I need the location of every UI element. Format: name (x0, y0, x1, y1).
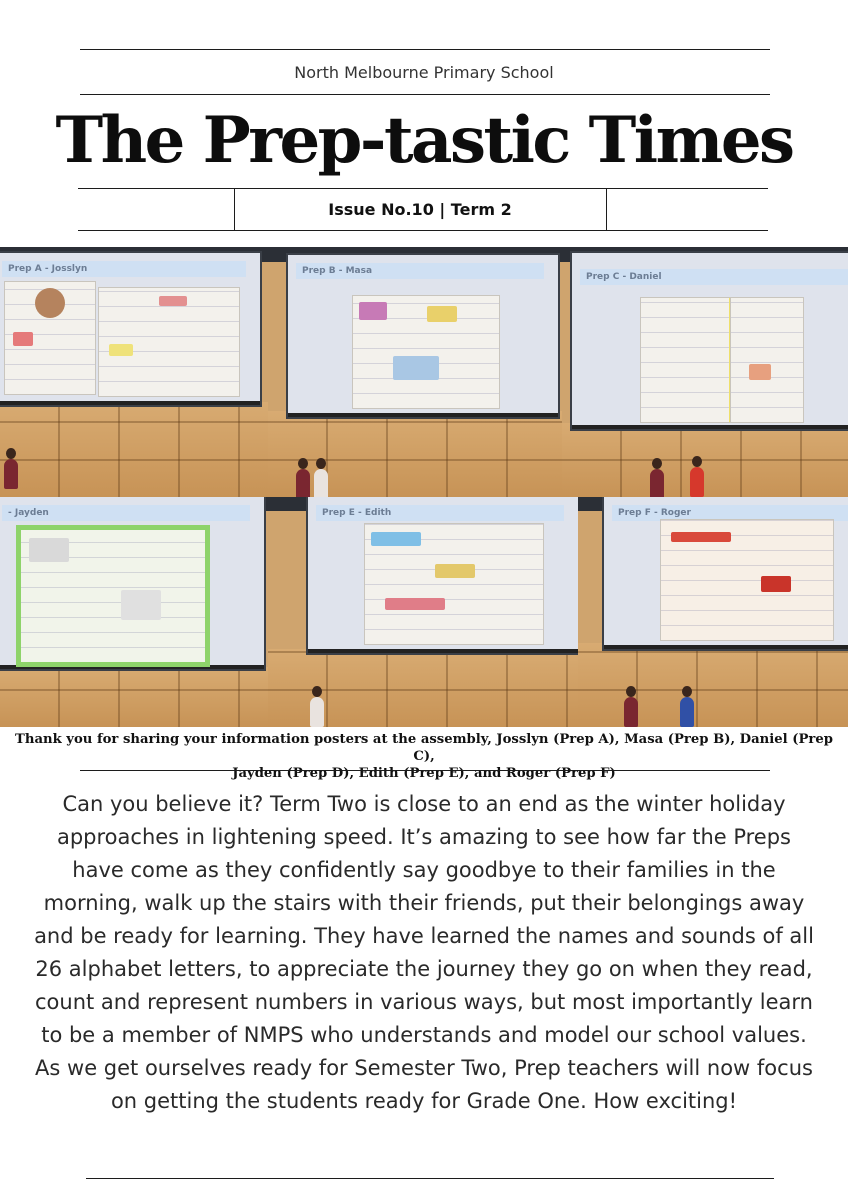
poster-drawing (359, 302, 387, 320)
poster-drawing (385, 598, 445, 610)
photo-panel-prep-b (268, 247, 562, 497)
poster (352, 295, 500, 409)
student (680, 697, 694, 727)
poster (660, 519, 834, 641)
photo-panel-prep-f (578, 497, 848, 727)
issue-divider-right (606, 188, 607, 230)
caption-rule (80, 770, 770, 771)
caption-line-1: Thank you for sharing your information posters at the assembly, Josslyn (Prep A), Masa (Prep B), Daniel (Prep C), (15, 732, 833, 764)
poster-drawing (109, 344, 133, 356)
screen-label: Prep C - Daniel (580, 269, 848, 285)
title-rule (78, 188, 768, 189)
student (690, 467, 704, 497)
projector-screen (0, 253, 260, 405)
student (310, 697, 324, 727)
screen-label: Prep B - Masa (296, 263, 544, 279)
assembly-photo-collage (0, 247, 848, 727)
teacher (650, 469, 664, 497)
photo-panel-prep-c (562, 247, 848, 497)
student (4, 459, 18, 489)
wood-wall (562, 423, 848, 497)
poster (730, 297, 804, 423)
wood-wall (268, 411, 562, 497)
poster (16, 525, 210, 667)
caption-line-2: Jayden (Prep D), Edith (Prep E), and Roger (Prep F) (232, 766, 616, 781)
screen-label: Prep E - Edith (316, 505, 564, 521)
photo-caption (10, 731, 838, 782)
photo-panel-prep-d (0, 497, 268, 727)
poster-drawing (393, 356, 439, 380)
issue-rule (78, 230, 768, 231)
photo-panel-prep-a (0, 247, 268, 497)
wood-wall (0, 667, 268, 727)
poster-drawing (371, 532, 421, 546)
school-rule (80, 94, 770, 95)
poster-drawing (29, 538, 69, 562)
photo-panel-prep-e (268, 497, 578, 727)
projector-screen (288, 255, 558, 417)
poster-drawing (13, 332, 33, 346)
poster-drawing (749, 364, 771, 380)
poster-drawing (121, 590, 161, 620)
wood-wall (578, 643, 848, 727)
poster-drawing (35, 288, 65, 318)
projector-screen (308, 497, 578, 653)
poster (4, 281, 96, 395)
student (314, 469, 328, 497)
poster-drawing (761, 576, 791, 592)
school-name: North Melbourne Primary School (294, 63, 554, 82)
newsletter-title: The Prep-tastic Times (55, 103, 793, 178)
poster-drawing (427, 306, 457, 322)
poster (640, 297, 733, 423)
teacher (296, 469, 310, 497)
issue-label: Issue No.10 | Term 2 (328, 200, 512, 219)
top-rule (80, 49, 770, 50)
teacher (624, 697, 638, 727)
projector-screen (604, 497, 848, 649)
poster-drawing (435, 564, 475, 578)
projector-screen (0, 497, 264, 669)
screen-label: Prep F - Roger (612, 505, 848, 521)
article-body: Can you believe it? Term Two is close to an end as the winter holiday approaches in lightening speed. It’s amazing to see how far the Preps have come as they confidently say goodbye to their families in the morning, walk up the stairs with their friends, put their belongings away and be ready for learning. They have learned the names and sounds of all 26 alphabet letters, to appreciate the journey they go on when they read, count and represent numbers in various ways, but most importantly learn to be a member of NMPS who understands and model our school values. As we get ourselves ready for Semester Two, Prep teachers will now focus on getting the students ready for Grade One. How exciting! (34, 792, 814, 1113)
projector-screen (572, 253, 848, 429)
wood-wall (0, 402, 268, 497)
poster (364, 523, 544, 645)
poster-drawing (671, 532, 731, 542)
screen-label: Prep A - Josslyn (2, 261, 246, 277)
poster-drawing (159, 296, 187, 306)
bottom-rule (86, 1178, 774, 1179)
screen-label: - Jayden (2, 505, 250, 521)
poster (98, 287, 240, 397)
